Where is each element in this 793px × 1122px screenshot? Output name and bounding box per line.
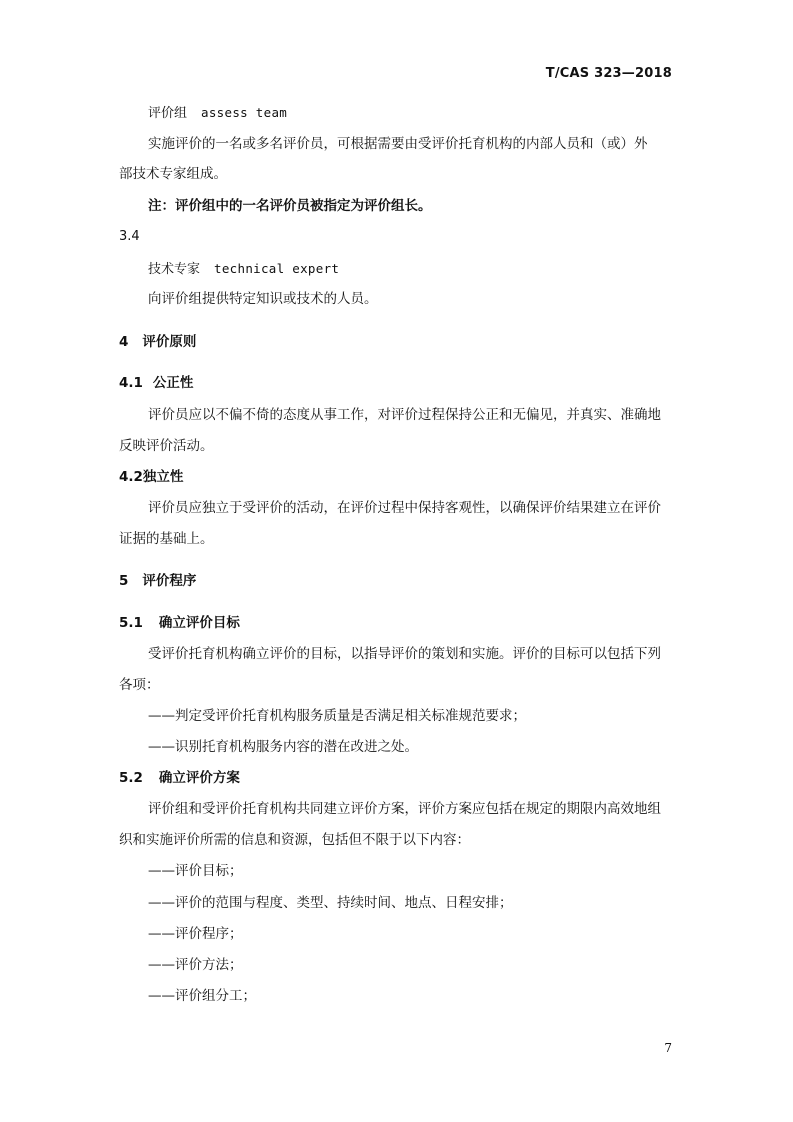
clause-number: 4.2: [119, 469, 143, 485]
paragraph-line: 评价员应以不偏不倚的态度从事工作，对评价过程保持公正和无偏见，并真实、准确地: [148, 407, 661, 423]
list-item: ——评价程序；: [148, 926, 243, 942]
page-number: 7: [664, 1041, 672, 1055]
clause-number: 5.1: [119, 615, 143, 631]
list-item: ——识别托育机构服务内容的潜在改进之处。: [148, 739, 418, 755]
clause-title: 独立性: [142, 469, 184, 485]
section-heading-4: [119, 333, 196, 351]
clause-heading-4-2: [119, 468, 183, 486]
section-number: 5: [119, 573, 129, 589]
clause-number: 5.2: [119, 770, 143, 786]
document-code: T/CAS 323—2018: [545, 66, 672, 81]
clause-heading-4-1: [119, 374, 193, 392]
section-title: 评价原则: [142, 334, 197, 350]
list-item: ——评价组分工；: [148, 988, 256, 1004]
list-item: ——评价的范围与程度、类型、持续时间、地点、日程安排；: [148, 895, 513, 911]
list-item: ——评价方法；: [148, 957, 243, 973]
paragraph-line: 各项：: [119, 677, 160, 693]
clause-title: 确立评价方案: [158, 770, 240, 786]
clause-title: 确立评价目标: [158, 615, 240, 631]
paragraph-line: 受评价托育机构确立评价的目标，以指导评价的策划和实施。评价的目标可以包括下列: [148, 646, 661, 662]
term-zh: 技术专家: [148, 262, 201, 277]
clause-heading-5-2: [119, 769, 240, 787]
term-en: technical expert: [214, 261, 340, 276]
list-item: ——判定受评价托育机构服务质量是否满足相关标准规范要求；: [148, 708, 526, 724]
list-item: ——评价目标；: [148, 863, 243, 879]
clause-heading-5-1: [119, 614, 240, 632]
clause-number: 3.4: [119, 229, 140, 244]
paragraph-line: 织和实施评价所需的信息和资源，包括但不限于以下内容：: [119, 832, 470, 848]
term-heading-assess-team: [148, 104, 287, 123]
section-heading-5: [119, 572, 196, 590]
clause-title: 公正性: [152, 375, 194, 391]
term-zh: 评价组: [148, 106, 188, 121]
paragraph-line: 评价员应独立于受评价的活动，在评价过程中保持客观性，以确保评价结果建立在评价: [148, 500, 661, 516]
note: 注：评价组中的一名评价员被指定为评价组长。: [148, 198, 432, 214]
definition-line: 向评价组提供特定知识或技术的人员。: [148, 291, 378, 307]
section-title: 评价程序: [142, 573, 197, 589]
section-number: 4: [119, 334, 129, 350]
paragraph-line: 反映评价活动。: [119, 438, 214, 454]
definition-line: 部技术专家组成。: [119, 166, 227, 182]
clause-number: 4.1: [119, 375, 143, 391]
term-en: assess team: [201, 105, 288, 120]
definition-line: 实施评价的一名或多名评价员，可根据需要由受评价托育机构的内部人员和（或）外: [148, 136, 648, 152]
paragraph-line: 评价组和受评价托育机构共同建立评价方案，评价方案应包括在规定的期限内高效地组: [148, 801, 661, 817]
term-heading-technical-expert: [148, 260, 339, 279]
paragraph-line: 证据的基础上。: [119, 531, 214, 547]
